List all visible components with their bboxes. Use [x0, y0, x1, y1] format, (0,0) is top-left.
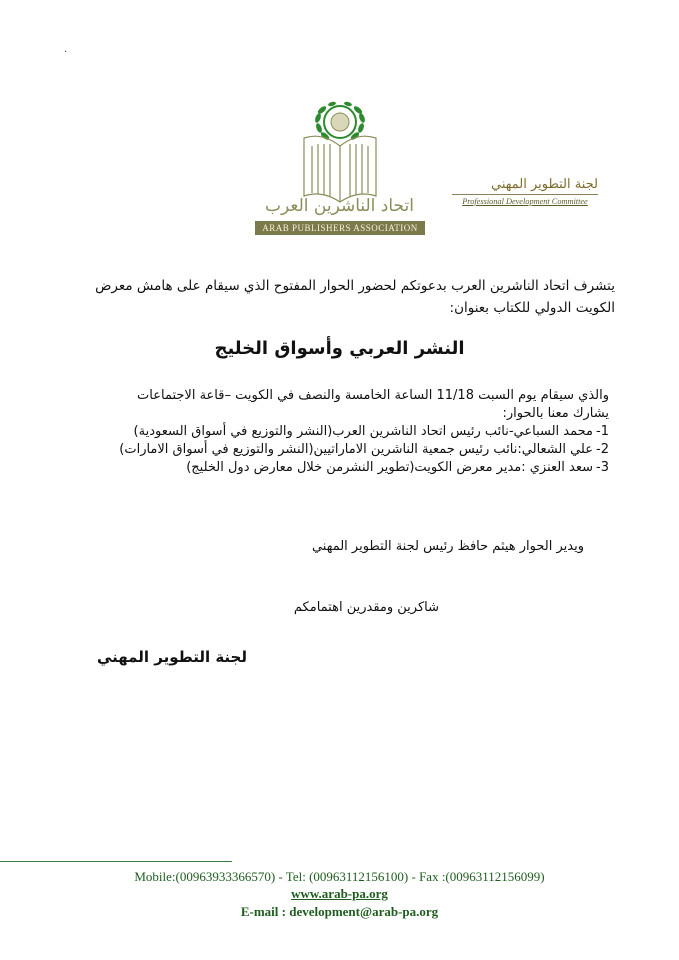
- participants-list: [49, 423, 609, 477]
- stray-dot: .: [64, 44, 68, 55]
- participants-intro: يشارك معنا بالحوار:: [502, 406, 609, 421]
- committee-name-arabic: لجنة التطوير المهني: [490, 177, 598, 192]
- footer-email[interactable]: E-mail : development@arab-pa.org: [240, 904, 439, 919]
- association-name-arabic: اتحاد الناشرين العرب: [265, 196, 414, 216]
- footer-website-link[interactable]: www.arab-pa.org: [291, 886, 388, 901]
- list-item: محمد السباعي-نائب رئيس اتحاد الناشرين العرب(النشر والتوزيع في أسواق السعودية): [133, 424, 593, 439]
- committee-divider: [452, 194, 598, 195]
- committee-mark: [452, 177, 598, 206]
- event-schedule: والذي سيقام يوم السبت 11/18 الساعة الخامسة والنصف في الكويت –قاعة الاجتماعات: [137, 388, 609, 403]
- footer-contact: Mobile:(00963933366570) - Tel: (00963112156100) - Fax :(00963112156099): [134, 869, 545, 884]
- committee-name-english: Professional Development Committee: [462, 197, 588, 206]
- moderator-line: ويدير الحوار هيثم حافظ رئيس لجنة التطوير المهني: [311, 539, 584, 554]
- list-item: علي الشعالي:نائب رئيس جمعية الناشرين الاماراتيين(النشر والتوزيع في أسواق الامارات): [119, 442, 593, 457]
- signature: لجنة التطوير المهني: [96, 648, 247, 666]
- event-details: [49, 387, 609, 477]
- dialogue-title: النشر العربي وأسواق الخليج: [214, 338, 465, 359]
- association-name-english: ARAB PUBLISHERS ASSOCIATION: [255, 221, 425, 235]
- list-item: سعد العنزي :مدير معرض الكويت(تطوير النشرمن خلال معارض دول الخليج): [186, 460, 593, 475]
- book-laurel-icon: [252, 98, 427, 238]
- invitation-intro: يتشرف اتحاد الناشرين العرب بدعوتكم لحضور الحوار المفتوح الذي سيقام على هامش معرض الكويت الدولي للكتاب بعنوان:: [95, 278, 615, 316]
- thanks-line: شاكرين ومقدرين اهتمامكم: [293, 600, 439, 615]
- footer-divider: [0, 861, 232, 862]
